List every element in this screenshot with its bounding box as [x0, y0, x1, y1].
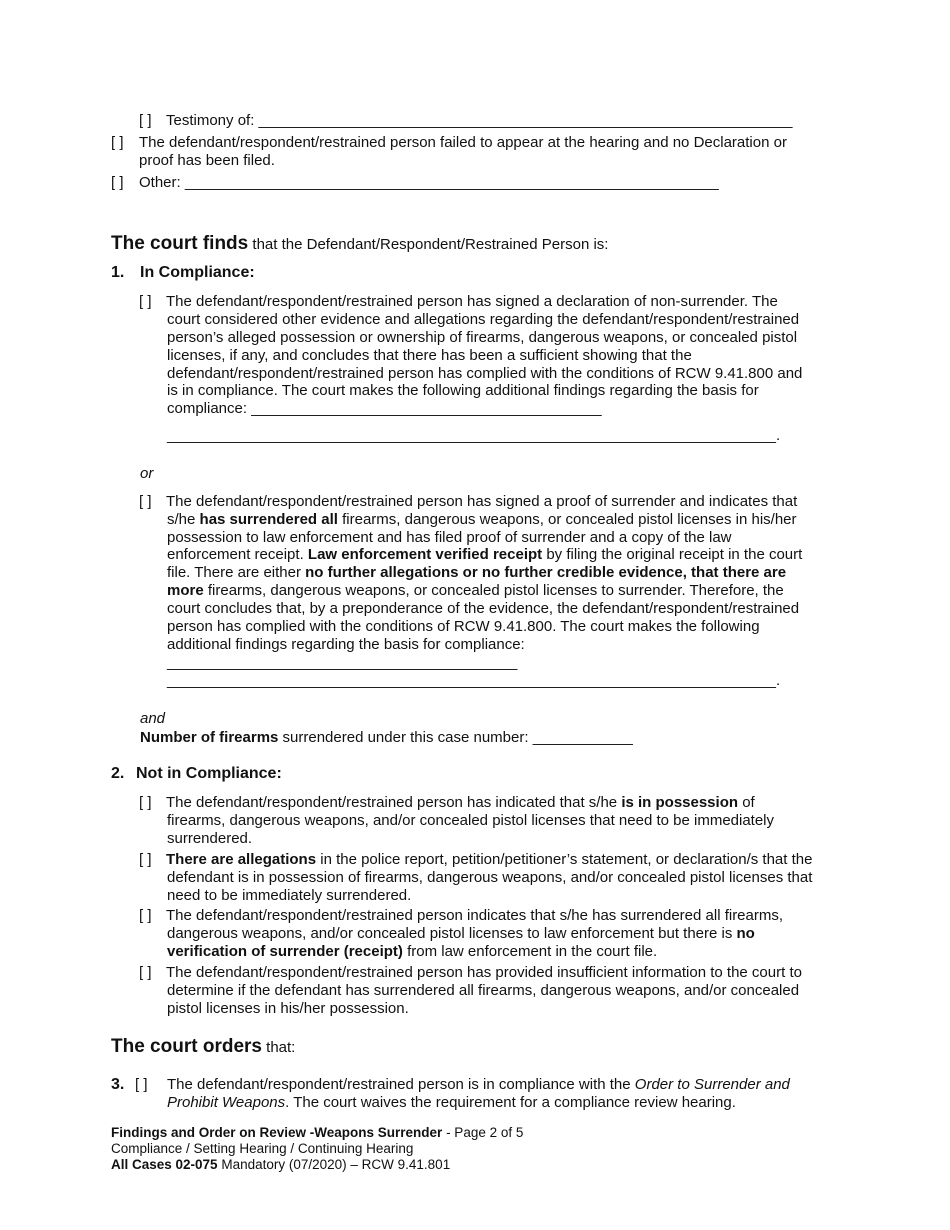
and-text: and — [140, 710, 166, 727]
s1b-l8: person has complied with the conditions of RCW 9.41.800. The court makes the following — [167, 618, 760, 635]
s2c-l3a: verification of surrender (receipt) — [167, 943, 403, 960]
section1-title: In Compliance: — [140, 264, 255, 281]
s1b-l4c: by filing the original receipt in the court — [542, 546, 803, 563]
testimony-line — [166, 112, 792, 130]
firearms-count-line — [140, 729, 633, 747]
s2b-l1b: in the police report, petition/petitioner’s statement, or declaration/s that the — [316, 851, 813, 868]
s2c-l3 — [167, 943, 657, 961]
s3-l2a: Prohibit Weapons — [167, 1094, 286, 1111]
s2a-l1a: The defendant/respondent/restrained person has indicated that s/he — [166, 794, 622, 811]
s1b-l5 — [167, 564, 786, 582]
checkbox-failed-appear[interactable]: [ ] — [111, 134, 124, 151]
checkbox-1a[interactable]: [ ] — [139, 293, 152, 310]
s2c-l1: The defendant/respondent/restrained person indicates that s/he has surrendered all firearms, — [166, 907, 784, 924]
s1a-line4: defendant/respondent/restrained person has complied with the conditions of RCW 9.41.800 and — [167, 365, 803, 382]
s1b-blank2[interactable]: _________________________________________________________________________. — [167, 672, 781, 689]
s1b-blank1[interactable]: __________________________________________ — [167, 654, 518, 671]
s2a-l2: firearms, dangerous weapons, and/or concealed pistol licenses that need to be immediately — [167, 812, 775, 829]
footer-title: Findings and Order on Review -Weapons Surrender — [111, 1125, 443, 1140]
failed-appear-line1: The defendant/respondent/restrained person failed to appear at the hearing and no Declaration or — [139, 134, 787, 151]
failed-appear-line2: proof has been filed. — [139, 152, 275, 169]
court-orders-rest: that: — [261, 1039, 296, 1056]
s2d-l3: pistol licenses in his/her possession. — [167, 1000, 409, 1017]
other-line — [139, 174, 719, 192]
s1a-compliance-blank[interactable]: __________________________________________ — [251, 400, 602, 417]
footer-page: - Page 2 of 5 — [442, 1125, 524, 1140]
s2a-l1 — [166, 794, 755, 812]
s1b-l5b: no further allegations or no further credible evidence, that there are — [305, 564, 787, 581]
s1b-l4b: Law enforcement verified receipt — [307, 546, 543, 563]
s1b-l2c: firearms, dangerous weapons, or concealed pistol licenses in his/her — [337, 511, 797, 528]
s1b-l7: court concludes that, by a preponderance of the evidence, the defendant/respondent/restrained — [167, 600, 800, 617]
s2c-l3b: from law enforcement in the court file. — [402, 943, 658, 960]
other-blank[interactable]: ________________________________________________________________ — [184, 174, 719, 191]
s3-l1a: The defendant/respondent/restrained person is in compliance with the — [167, 1076, 635, 1093]
checkbox-other[interactable]: [ ] — [111, 174, 124, 191]
s1a-line1: court considered other evidence and allegations regarding the defendant/respondent/restrained — [167, 311, 800, 328]
s1a-compliance-line — [167, 400, 602, 418]
court-finds-bold: The court finds — [111, 233, 249, 254]
s1b-l2b: has surrendered all — [199, 511, 338, 528]
testimony-label: Testimony of: — [166, 112, 255, 129]
other-label: Other: — [139, 174, 181, 191]
s1b-l6a: more — [167, 582, 204, 599]
s1a-line5: is in compliance. The court makes the following additional findings regarding the basis for — [167, 382, 759, 399]
footer-rest: Mandatory (07/2020) – RCW 9.41.801 — [217, 1157, 451, 1172]
s2d-l1: The defendant/respondent/restrained person has provided insufficient information to the court to — [166, 964, 802, 981]
checkbox-2d[interactable]: [ ] — [139, 964, 152, 981]
s2a-l1b: is in possession — [621, 794, 739, 811]
s2a-l1c: of — [738, 794, 755, 811]
checkbox-2c[interactable]: [ ] — [139, 907, 152, 924]
s1b-l6 — [167, 582, 784, 600]
footer-case: All Cases 02-075 — [111, 1157, 218, 1172]
section2-number: 2. — [111, 765, 125, 782]
s1b-l6b: firearms, dangerous weapons, or concealed pistol licenses to surrender. Therefore, the — [203, 582, 784, 599]
firearms-count-blank[interactable]: ____________ — [532, 729, 633, 746]
footer-line1 — [111, 1125, 523, 1141]
checkbox-2b[interactable]: [ ] — [139, 851, 152, 868]
s2a-l3: surrendered. — [167, 830, 253, 847]
firearms-count-bold: Number of firearms — [140, 729, 279, 746]
s1b-l4a: enforcement receipt. — [167, 546, 308, 563]
s1a-line0: The defendant/respondent/restrained person has signed a declaration of non-surrender. The — [166, 293, 778, 310]
testimony-blank[interactable]: ________________________________________________________________ — [258, 112, 793, 129]
s1b-l4 — [167, 546, 802, 564]
checkbox-2a[interactable]: [ ] — [139, 794, 152, 811]
firearms-count-rest: surrendered under this case number: — [278, 729, 533, 746]
section1-number: 1. — [111, 264, 125, 281]
checkbox-3[interactable]: [ ] — [135, 1076, 148, 1093]
s1b-l2a: s/he — [167, 511, 200, 528]
footer-line3 — [111, 1157, 450, 1173]
s1b-l2 — [167, 511, 797, 529]
s2c-l2 — [167, 925, 755, 943]
section3-number: 3. — [111, 1076, 125, 1093]
s2b-l2: defendant is in possession of firearms, dangerous weapons, and/or concealed pistol licenses that — [167, 869, 813, 886]
s1a-line2: person’s alleged possession or ownership of firearms, dangerous weapons, or concealed pistol — [167, 329, 798, 346]
s1b-l3: possession to law enforcement and has filed proof of surrender and a copy of the law — [167, 529, 732, 546]
checkbox-1b[interactable]: [ ] — [139, 493, 152, 510]
court-finds-rest: that the Defendant/Respondent/Restrained Person is: — [248, 236, 609, 253]
s1b-l9: additional findings regarding the basis for compliance: — [167, 636, 525, 653]
s2c-l2a: dangerous weapons, and/or concealed pistol licenses to law enforcement but there is — [167, 925, 737, 942]
s3-l1 — [167, 1076, 790, 1094]
checkbox-testimony[interactable]: [ ] — [139, 112, 152, 129]
court-orders-heading — [111, 1036, 295, 1059]
s1a-full-blank[interactable]: _________________________________________________________________________. — [167, 427, 781, 444]
section2-title: Not in Compliance: — [136, 765, 282, 782]
court-orders-bold: The court orders — [111, 1036, 262, 1057]
s1a-compliance-label: compliance: — [167, 400, 248, 417]
footer-line2: Compliance / Setting Hearing / Continuing Hearing — [111, 1141, 414, 1156]
s1a-line3: licenses, if any, and concludes that there has been a sufficient showing that the — [167, 347, 692, 364]
s3-l2b: . The court waives the requirement for a compliance review hearing. — [285, 1094, 736, 1111]
court-finds-heading — [111, 233, 608, 256]
s3-l2 — [167, 1094, 736, 1112]
s2b-l1 — [166, 851, 812, 869]
s1b-l1: The defendant/respondent/restrained person has signed a proof of surrender and indicates that — [166, 493, 798, 510]
s2d-l2: determine if the defendant has surrendered all firearms, dangerous weapons, and/or concealed — [167, 982, 800, 999]
s1b-l5a: file. There are either — [167, 564, 306, 581]
s3-l1b: Order to Surrender and — [634, 1076, 790, 1093]
s2b-l3: need to be immediately surrendered. — [167, 887, 412, 904]
s2c-l2b: no — [736, 925, 755, 942]
s2b-l1a: There are allegations — [166, 851, 317, 868]
or-text: or — [140, 465, 154, 482]
